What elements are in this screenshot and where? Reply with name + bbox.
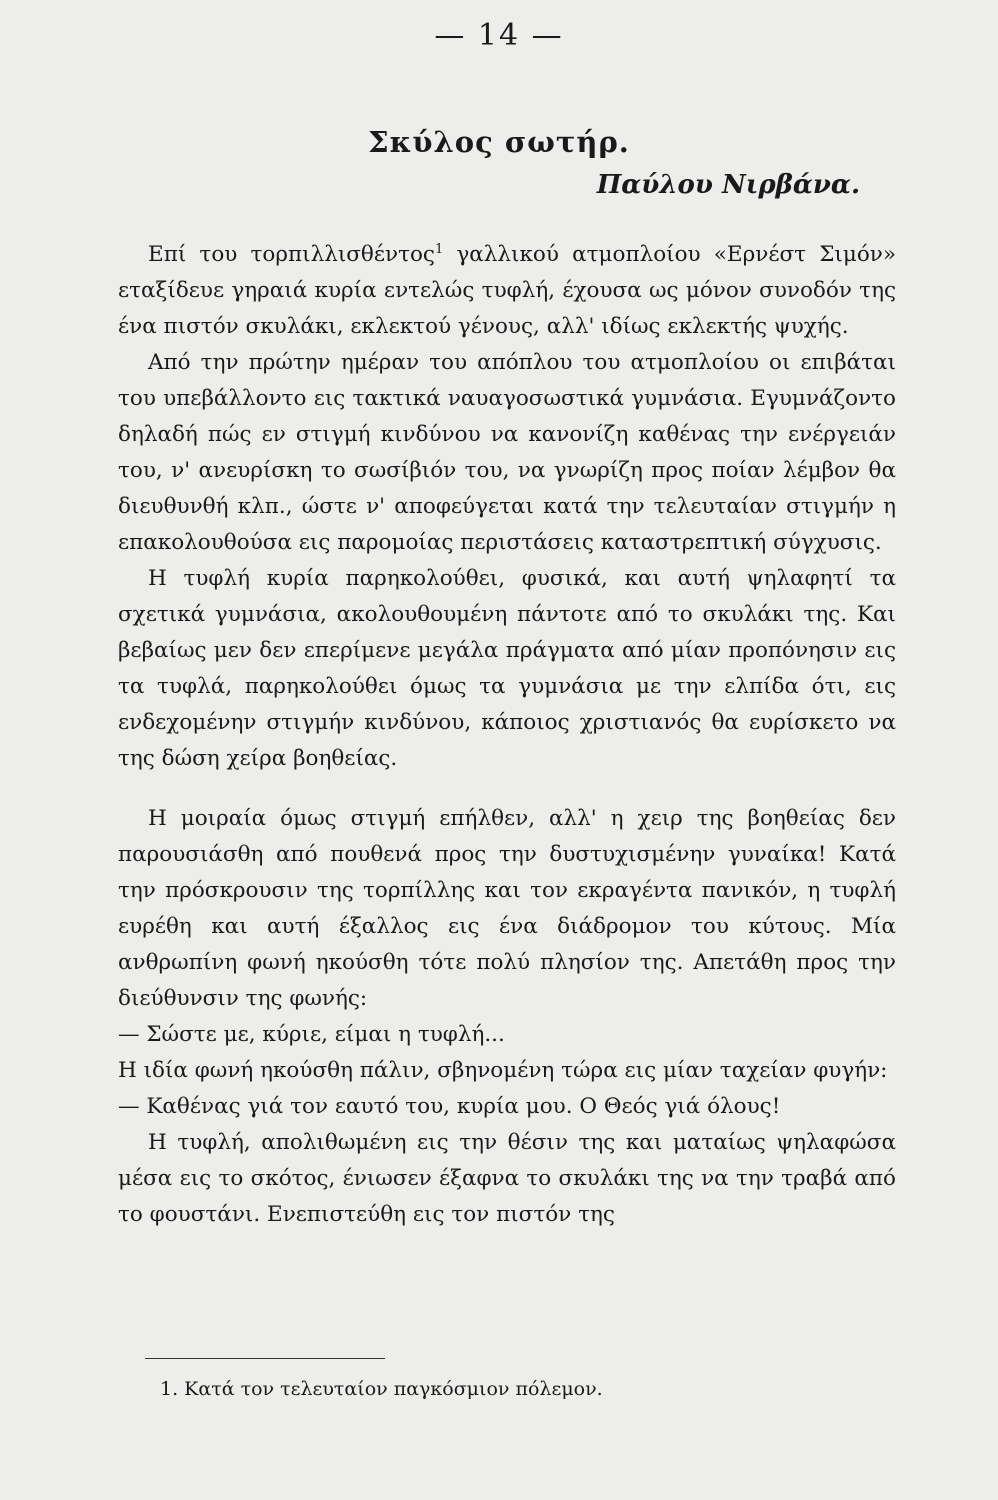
- body-text: [118, 232, 896, 1233]
- chapter-title: Σκύλος σωτήρ.: [368, 125, 630, 159]
- author-byline: Παύλου Νιρβάνα.: [596, 170, 860, 200]
- footnote-marker: 1: [434, 242, 444, 257]
- paragraph: Από την πρώτην ημέραν του απόπλου του ατμοπλοίου οι επιβάται του υπεβάλλοντο εις τακτικά ναυαγοσωστικά γυμνάσια. Εγυμνάζοντο δηλαδή πώς εν στιγμή κινδύνου να κανονίζη καθένας την ενέργειάν του, ν' ανευρίσκη το σωσίβιόν του, να γνωρίζη προς ποίαν λέμβον θα διευθυνθή κλπ., ώστε ν' αποφεύγεται κατά την τελευταίαν στιγμήν η επακολουθούσα εις παρομοίας περιστάσεις καταστρεπτική σύγχυσις.: [118, 350, 896, 556]
- dialogue-line: — Σώστε με, κύριε, είμαι η τυφλή...: [118, 1022, 505, 1048]
- paragraph: Η τυφλή, απολιθωμένη εις την θέσιν της και ματαίως ψηλαφώσα μέσα εις το σκότος, ένιωσεν έξαφνα το σκυλάκι της να την τραβά από το φουστάνι. Ενεπιστεύθη εις τον πιστόν της: [118, 1130, 896, 1228]
- footnote-divider: [145, 1358, 385, 1359]
- paragraph-rest: γαλλικού ατμοπλοίου «Ερνέστ Σιμόν» εταξίδευε γηραιά κυρία εντελώς τυφλή, έχουσα ως μόνον συνοδόν της ένα πιστόν σκυλάκι, εκλεκτού γένους, αλλ' ιδίως εκλεκτής ψυχής.: [118, 242, 896, 340]
- paragraph: [118, 232, 896, 345]
- footnote: 1. Κατά τον τελευταίον παγκόσμιον πόλεμον.: [160, 1378, 603, 1400]
- paragraph-start: Επί του τορπιλλισθέντος: [148, 242, 435, 268]
- paragraph: Η ιδία φωνή ηκούσθη πάλιν, σβηνομένη τώρα εις μίαν ταχείαν φυγήν:: [118, 1058, 888, 1084]
- paragraph: Η τυφλή κυρία παρηκολούθει, φυσικά, και αυτή ψηλαφητί τα σχετικά γυμνάσια, ακολουθουμένη πάντοτε από το σκυλάκι της. Και βεβαίως μεν δεν επερίμενε μεγάλα πράγματα από μίαν προπόνησιν εις τα τυφλά, παρηκολούθει όμως τα γυμνάσια με την ελπίδα ότι, εις ενδεχομένην στιγμήν κινδύνου, κάποιος χριστιανός θα ευρίσκετο να της δώση χείρα βοηθείας.: [118, 566, 896, 772]
- page-number: — 14 —: [434, 18, 564, 53]
- paragraph: Η μοιραία όμως στιγμή επήλθεν, αλλ' η χειρ της βοηθείας δεν παρουσιάσθη από πουθενά προς την δυστυχισμένην γυναίκα! Κατά την πρόσκρουσιν της τορπίλλης και τον εκραγέντα πανικόν, η τυφλή ευρέθη και αυτή έξαλλος εις ένα διάδρομον του κύτους. Μία ανθρωπίνη φωνή ηκούσθη τότε πολύ πλησίον της. Απετάθη προς την διεύθυνσιν της φωνής:: [118, 806, 896, 1012]
- dialogue-line: — Καθένας γιά τον εαυτό του, κυρία μου. Ο Θεός γιά όλους!: [118, 1094, 781, 1120]
